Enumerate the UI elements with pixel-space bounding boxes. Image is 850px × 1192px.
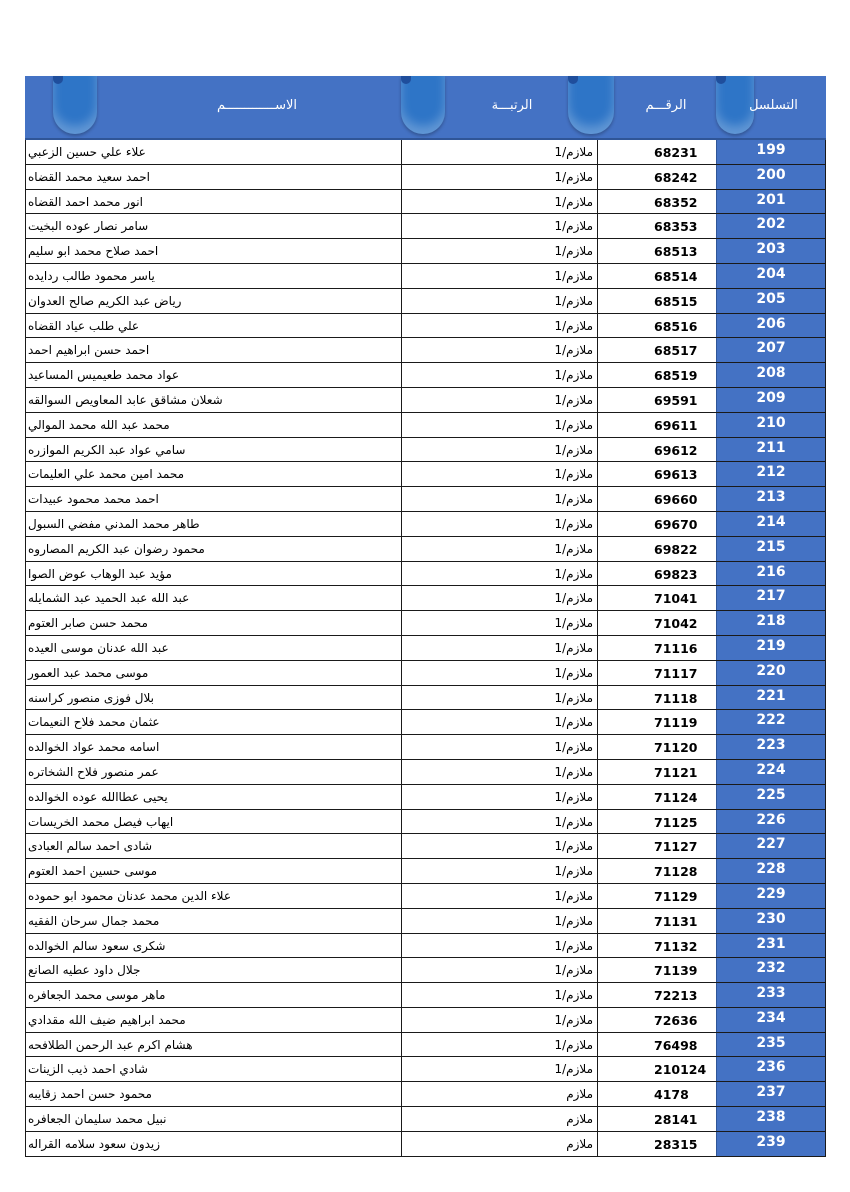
table-row [26, 239, 825, 264]
number-cell: 69822 [597, 537, 717, 561]
number-cell: 71124 [597, 785, 717, 809]
number-cell: 71132 [597, 934, 717, 958]
table-row [26, 834, 825, 859]
serial-cell: 199 [716, 140, 825, 164]
header-rank: الرتبـــة [491, 98, 533, 113]
number-cell: 4178 [597, 1082, 717, 1106]
table-body [25, 140, 826, 1157]
serial-cell: 206 [716, 314, 825, 338]
name-text: احمد صلاح محمد ابو سليم [28, 244, 159, 259]
table-row [26, 661, 825, 686]
serial-cell: 203 [716, 239, 825, 263]
officers-table [25, 76, 826, 1157]
name-cell [24, 314, 401, 338]
name-text: هشام اكرم عبد الرحمن الطلافحه [28, 1037, 193, 1052]
number-cell: 72213 [597, 983, 717, 1007]
rank-cell: ملازم/1 [401, 661, 597, 685]
rank-cell: ملازم/1 [401, 859, 597, 883]
table-row [26, 487, 825, 512]
name-text: محمد جمال سرحان الفقيه [28, 913, 160, 928]
rank-cell: ملازم/1 [401, 289, 597, 313]
name-text: ايهاب فيصل محمد الخريسات [28, 814, 174, 829]
table-row [26, 1082, 825, 1107]
name-text: مؤيد عبد الوهاب عوض الصوا [28, 566, 172, 581]
name-cell [24, 462, 401, 486]
rank-cell: ملازم/1 [401, 239, 597, 263]
number-cell: 71116 [597, 636, 717, 660]
number-cell: 69591 [597, 388, 717, 412]
name-cell [24, 140, 401, 164]
name-cell [24, 239, 401, 263]
serial-cell: 217 [716, 586, 825, 610]
table-row [26, 810, 825, 835]
table-row [26, 264, 825, 289]
name-cell [24, 289, 401, 313]
number-cell: 71139 [597, 958, 717, 982]
name-cell [24, 884, 401, 908]
name-cell [24, 438, 401, 462]
name-text: شادى احمد سالم العبادى [28, 839, 153, 854]
serial-cell: 202 [716, 214, 825, 238]
rank-cell: ملازم/1 [401, 165, 597, 189]
table-row [26, 909, 825, 934]
name-text: عثمان محمد فلاح النعيمات [28, 715, 160, 730]
name-cell [24, 363, 401, 387]
rank-cell: ملازم/1 [401, 810, 597, 834]
table-row [26, 1008, 825, 1033]
serial-cell: 237 [716, 1082, 825, 1106]
serial-cell: 224 [716, 760, 825, 784]
table-row [26, 363, 825, 388]
name-text: ماهر موسى محمد الجعافره [28, 988, 166, 1003]
name-text: رياض عبد الكريم صالح العدوان [28, 293, 182, 308]
serial-cell: 205 [716, 289, 825, 313]
number-cell: 68517 [597, 338, 717, 362]
rank-cell: ملازم/1 [401, 834, 597, 858]
serial-cell: 216 [716, 562, 825, 586]
rank-cell: ملازم/1 [401, 710, 597, 734]
number-cell: 71119 [597, 710, 717, 734]
number-cell: 69612 [597, 438, 717, 462]
name-cell [24, 934, 401, 958]
header-number: الرقـــم [645, 98, 687, 113]
rank-cell: ملازم/1 [401, 512, 597, 536]
rank-cell: ملازم/1 [401, 338, 597, 362]
serial-cell: 207 [716, 338, 825, 362]
name-text: علاء علي حسين الزعبي [28, 145, 146, 159]
table-row [26, 983, 825, 1008]
name-cell [24, 1057, 401, 1081]
rank-cell: ملازم/1 [401, 264, 597, 288]
serial-cell: 228 [716, 859, 825, 883]
table-row [26, 338, 825, 363]
rank-cell: ملازم/1 [401, 1057, 597, 1081]
name-text: انور محمد احمد القضاه [28, 194, 143, 209]
serial-cell: 208 [716, 363, 825, 387]
name-text: عبد الله عدنان موسى العيده [28, 640, 169, 655]
rank-cell: ملازم/1 [401, 562, 597, 586]
table-row [26, 735, 825, 760]
name-text: علي طلب عياد القضاه [28, 318, 140, 333]
rank-cell: ملازم/1 [401, 190, 597, 214]
number-cell: 68353 [597, 214, 717, 238]
name-cell [24, 710, 401, 734]
name-text: محمد عبد الله محمد الموالي [28, 417, 170, 432]
serial-cell: 211 [716, 438, 825, 462]
rank-cell: ملازم/1 [401, 909, 597, 933]
name-text: عواد محمد طعيميس المساعيد [28, 368, 180, 383]
rank-cell: ملازم/1 [401, 363, 597, 387]
serial-cell: 235 [716, 1033, 825, 1057]
rank-cell: ملازم/1 [401, 983, 597, 1007]
name-cell [24, 785, 401, 809]
rank-cell: ملازم [401, 1132, 597, 1156]
table-row [26, 636, 825, 661]
name-text: علاء الدين محمد عدنان محمود ابو حموده [28, 888, 232, 903]
name-cell [24, 487, 401, 511]
number-cell: 68242 [597, 165, 717, 189]
rank-cell: ملازم/1 [401, 140, 597, 164]
number-cell: 71121 [597, 760, 717, 784]
rank-cell: ملازم/1 [401, 760, 597, 784]
name-text: عبد الله عبد الحميد عبد الشمايله [28, 591, 190, 606]
table-row [26, 686, 825, 711]
number-cell: 72636 [597, 1008, 717, 1032]
number-cell: 68515 [597, 289, 717, 313]
serial-cell: 233 [716, 983, 825, 1007]
table-row [26, 388, 825, 413]
name-cell [24, 1082, 401, 1106]
table-row [26, 1107, 825, 1132]
name-cell [24, 958, 401, 982]
table-row [26, 413, 825, 438]
rank-cell: ملازم/1 [401, 636, 597, 660]
name-cell [24, 661, 401, 685]
name-cell [24, 512, 401, 536]
table-row [26, 586, 825, 611]
name-cell [24, 537, 401, 561]
rank-cell: ملازم/1 [401, 462, 597, 486]
name-cell [24, 760, 401, 784]
number-cell: 71117 [597, 661, 717, 685]
name-text: عمر منصور فلاح الشخاتره [28, 764, 159, 779]
serial-cell: 212 [716, 462, 825, 486]
rank-cell: ملازم/1 [401, 686, 597, 710]
rank-cell: ملازم/1 [401, 413, 597, 437]
serial-cell: 223 [716, 735, 825, 759]
serial-cell: 232 [716, 958, 825, 982]
number-cell: 28315 [597, 1132, 717, 1156]
number-cell: 210124 [597, 1057, 717, 1081]
name-text: زيدون سعود سلامه القراله [28, 1136, 161, 1151]
serial-cell: 204 [716, 264, 825, 288]
name-text: احمد سعيد محمد القضاه [28, 169, 151, 184]
rank-cell: ملازم/1 [401, 958, 597, 982]
name-text: نبيل محمد سليمان الجعافره [28, 1112, 167, 1127]
number-cell: 69670 [597, 512, 717, 536]
number-cell: 71041 [597, 586, 717, 610]
name-text: طاهر محمد المدني مفضي السبول [28, 516, 200, 531]
table-row [26, 314, 825, 339]
table-row [26, 710, 825, 735]
number-cell: 69611 [597, 413, 717, 437]
table-row [26, 512, 825, 537]
name-cell [24, 735, 401, 759]
table-row [26, 289, 825, 314]
number-cell: 76498 [597, 1033, 717, 1057]
serial-cell: 210 [716, 413, 825, 437]
number-cell: 69613 [597, 462, 717, 486]
serial-cell: 213 [716, 487, 825, 511]
number-cell: 68516 [597, 314, 717, 338]
serial-cell: 222 [716, 710, 825, 734]
number-cell: 71128 [597, 859, 717, 883]
name-cell [24, 834, 401, 858]
serial-cell: 200 [716, 165, 825, 189]
serial-cell: 229 [716, 884, 825, 908]
table-row [26, 934, 825, 959]
number-cell: 71042 [597, 611, 717, 635]
table-row [26, 165, 825, 190]
table-row [26, 190, 825, 215]
name-text: محمد حسن صابر العتوم [28, 616, 148, 631]
name-text: شادي احمد ذيب الزينات [28, 1062, 148, 1077]
name-cell [24, 983, 401, 1007]
table-row [26, 958, 825, 983]
number-cell: 71129 [597, 884, 717, 908]
name-cell [24, 909, 401, 933]
table-row [26, 537, 825, 562]
rank-cell: ملازم [401, 1107, 597, 1131]
number-cell: 71118 [597, 686, 717, 710]
name-cell [24, 859, 401, 883]
table-row [26, 214, 825, 239]
rank-cell: ملازم/1 [401, 314, 597, 338]
table-row [26, 562, 825, 587]
number-cell: 68513 [597, 239, 717, 263]
table-row [26, 760, 825, 785]
table-row [26, 859, 825, 884]
name-text: محمد امين محمد علي العليمات [28, 467, 184, 482]
number-cell: 71131 [597, 909, 717, 933]
rank-cell: ملازم/1 [401, 735, 597, 759]
name-cell [24, 165, 401, 189]
number-cell: 71125 [597, 810, 717, 834]
header-name: الاســـــــــــــم [216, 98, 298, 113]
number-cell: 68519 [597, 363, 717, 387]
name-cell [24, 190, 401, 214]
table-header [25, 76, 826, 140]
name-cell [24, 388, 401, 412]
name-cell [24, 264, 401, 288]
serial-cell: 215 [716, 537, 825, 561]
name-cell [24, 214, 401, 238]
name-text: سامر نصار عوده البخيت [28, 219, 149, 234]
rank-cell: ملازم/1 [401, 487, 597, 511]
rank-cell: ملازم/1 [401, 438, 597, 462]
rank-cell: ملازم/1 [401, 388, 597, 412]
name-text: اسامه محمد عواد الخوالده [28, 740, 160, 755]
name-text: محمود رضوان عبد الكريم المصاروه [28, 541, 205, 556]
name-text: سامي عواد عبد الكريم الموازره [28, 442, 186, 457]
name-cell [24, 338, 401, 362]
serial-cell: 201 [716, 190, 825, 214]
number-cell: 28141 [597, 1107, 717, 1131]
rank-cell: ملازم/1 [401, 586, 597, 610]
name-text: موسى حسين احمد العتوم [28, 864, 158, 879]
table-row [26, 140, 825, 165]
name-text: ياسر محمود طالب ردايده [28, 268, 155, 283]
serial-cell: 214 [716, 512, 825, 536]
name-cell [24, 686, 401, 710]
number-cell: 69660 [597, 487, 717, 511]
name-text: جلال داود عطيه الصانع [28, 963, 141, 978]
name-cell [24, 810, 401, 834]
name-text: موسى محمد عبد العمور [28, 665, 149, 680]
name-cell [24, 586, 401, 610]
serial-cell: 227 [716, 834, 825, 858]
number-cell: 69823 [597, 562, 717, 586]
serial-cell: 230 [716, 909, 825, 933]
name-cell [24, 636, 401, 660]
serial-cell: 239 [716, 1132, 825, 1156]
table-row [26, 438, 825, 463]
name-cell [24, 1033, 401, 1057]
number-cell: 68514 [597, 264, 717, 288]
table-row [26, 785, 825, 810]
serial-cell: 221 [716, 686, 825, 710]
name-text: محمد ابراهيم ضيف الله مقدادي [28, 1012, 186, 1027]
rank-cell: ملازم/1 [401, 537, 597, 561]
number-cell: 68231 [597, 140, 717, 164]
serial-cell: 219 [716, 636, 825, 660]
name-text: شكرى سعود سالم الخوالده [28, 938, 166, 953]
serial-cell: 226 [716, 810, 825, 834]
name-cell [24, 1008, 401, 1032]
number-cell: 71127 [597, 834, 717, 858]
serial-cell: 231 [716, 934, 825, 958]
table-row [26, 611, 825, 636]
rank-cell: ملازم/1 [401, 214, 597, 238]
serial-cell: 225 [716, 785, 825, 809]
header-serial: التسلسل [749, 98, 798, 113]
table-row [26, 1057, 825, 1082]
rank-cell: ملازم [401, 1082, 597, 1106]
name-text: يحيى عطاالله عوده الخوالده [28, 789, 168, 804]
name-cell [24, 1132, 401, 1156]
serial-cell: 236 [716, 1057, 825, 1081]
rank-cell: ملازم/1 [401, 1008, 597, 1032]
table-row [26, 884, 825, 909]
name-text: احمد حسن ابراهيم احمد [28, 343, 150, 358]
name-text: محمود حسن احمد زقايبه [28, 1087, 152, 1102]
name-cell [24, 611, 401, 635]
number-cell: 71120 [597, 735, 717, 759]
serial-cell: 218 [716, 611, 825, 635]
table-row [26, 462, 825, 487]
name-cell [24, 413, 401, 437]
serial-cell: 209 [716, 388, 825, 412]
name-cell [24, 562, 401, 586]
serial-cell: 234 [716, 1008, 825, 1032]
name-text: احمد محمد محمود عبيدات [28, 492, 159, 507]
rank-cell: ملازم/1 [401, 1033, 597, 1057]
serial-cell: 238 [716, 1107, 825, 1131]
rank-cell: ملازم/1 [401, 934, 597, 958]
name-cell [24, 1107, 401, 1131]
table-row [26, 1132, 825, 1157]
rank-cell: ملازم/1 [401, 785, 597, 809]
number-cell: 68352 [597, 190, 717, 214]
table-row [26, 1033, 825, 1058]
rank-cell: ملازم/1 [401, 884, 597, 908]
name-text: بلال فوزى منصور كراسنه [28, 690, 155, 705]
rank-cell: ملازم/1 [401, 611, 597, 635]
serial-cell: 220 [716, 661, 825, 685]
name-text: شعلان مشاقق عابد المعاويص السوالقه [28, 392, 223, 407]
